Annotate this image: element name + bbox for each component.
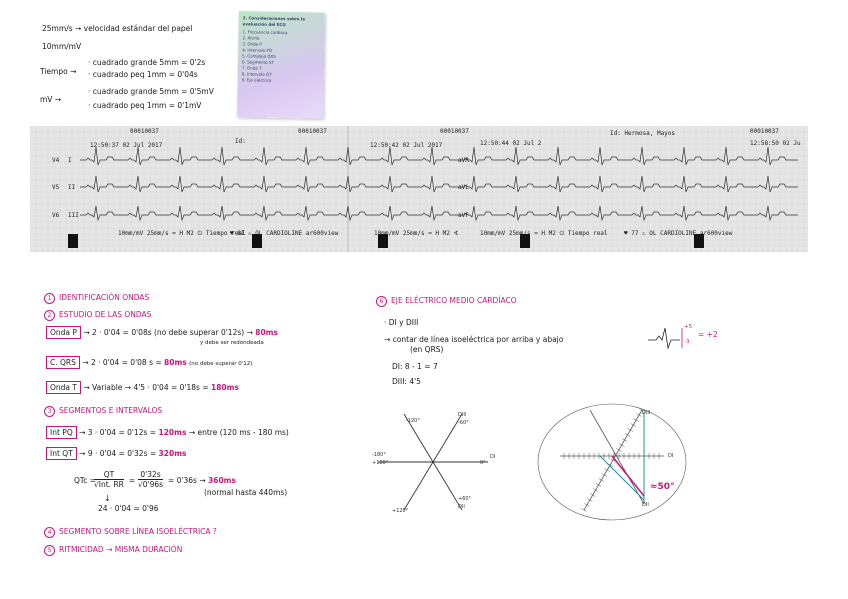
axis-contar: → contar de línea isoeléctrica por arriba y abajo xyxy=(384,335,564,344)
sticky-item: 7. Onda T xyxy=(241,65,262,71)
diii-calc: DIII: 4'5 xyxy=(392,377,421,386)
tick-mark xyxy=(599,479,604,482)
rr-arrow: ↓ xyxy=(104,494,111,503)
circle-label-dii: DII xyxy=(642,502,649,508)
circle-di-projection xyxy=(600,456,644,500)
qtc-fraction-2 xyxy=(138,470,163,489)
ecg-time-1: 12:50:37 02 Jul 2017 xyxy=(90,142,163,149)
sticky-item: 3. Onda P xyxy=(242,41,262,47)
ecg-lead-v4: V4 xyxy=(52,157,60,164)
axis-label-diii: DIII xyxy=(458,412,467,418)
tick-mark xyxy=(628,429,633,432)
int-qt-row xyxy=(46,449,186,458)
axis-label-minus60: -60° xyxy=(458,420,469,426)
note-mv-label: mV → xyxy=(40,95,62,104)
axis-label-dii: DII xyxy=(458,504,465,510)
ecg-id-4: 00010037 xyxy=(750,128,779,135)
ecg-patient-name: Id: Hermosa, Mayos xyxy=(610,130,676,137)
int-pq-result: 120ms xyxy=(158,428,187,437)
section-2-title: ESTUDIO DE LAS ONDAS xyxy=(59,310,152,319)
sticky-item: 2. Ritmo xyxy=(242,35,260,41)
ecg-lead-iii: III xyxy=(68,212,79,219)
wave-plus: +5 xyxy=(684,324,693,330)
onda-p-result: 80ms xyxy=(255,328,278,337)
ecg-time-4: 12:58:50 02 Ju xyxy=(750,140,801,147)
wave-equals: = +2 xyxy=(698,330,718,339)
int-pq-box: Int PQ xyxy=(46,426,77,439)
ecg-id-label-1: Id: xyxy=(235,138,246,145)
ecg-lead-i: I xyxy=(68,157,72,164)
section-4-number: 4 xyxy=(44,527,55,538)
tick-marks-diii xyxy=(581,409,644,512)
section-4-title: SEGMENTO SOBRE LÍNEA ISOELÉCTRICA ? xyxy=(59,527,217,536)
sticky-item: 5. Complejo QRS xyxy=(242,53,276,59)
ecg-marker-block xyxy=(68,234,78,248)
sticky-note-image xyxy=(237,11,325,118)
int-pq-range: → entre (120 ms - 180 ms) xyxy=(188,428,289,437)
circle-label-di: DI xyxy=(668,453,674,459)
onda-t-box: Onda T xyxy=(46,381,81,394)
tick-mark xyxy=(602,474,607,477)
onda-p-calc: → 2 · 0'04 = 0'08s (no debe superar 0'12s) → xyxy=(83,328,253,337)
ecg-lead-avf: aVF xyxy=(458,212,469,219)
axis-leads: · DI y DIII xyxy=(384,318,419,327)
ecg-id-2: 00010037 xyxy=(298,128,327,135)
axis-label-plus60: +60° xyxy=(458,496,472,502)
qrs-result: 80ms xyxy=(164,358,187,367)
qrs-wave-sketch xyxy=(648,326,688,350)
axis-label-plus120: +120° xyxy=(392,508,409,514)
axis-label-minus180: -180° xyxy=(372,452,386,458)
int-pq-calc: → 3 · 0'04 = 0'12s = xyxy=(79,428,157,437)
qtc-denominator-2: √0'96s xyxy=(138,480,164,489)
sticky-item: 8. Intervalo QT xyxy=(241,71,272,77)
note-paper-speed: 25mm/s → velocidad estándar del papel xyxy=(42,24,193,33)
qrs-wave-line xyxy=(648,328,680,348)
note-amplitude: 10mm/mV xyxy=(42,42,82,51)
ecg-lead-v5: V5 xyxy=(52,184,60,191)
ecg-footer-1: 10mm/mV 25mm/s ≈ H M2 ⏻ Tiempo real xyxy=(118,230,246,237)
ecg-lead-v6: V6 xyxy=(52,212,60,219)
axis-label-di: DI xyxy=(490,454,496,460)
onda-t-calc: → Variable → 4'5 · 0'04 = 0'18s = xyxy=(83,383,209,392)
note-mv-big: · cuadrado grande 5mm = 0'5mV xyxy=(88,87,214,96)
qtc-fraction-1 xyxy=(94,470,124,489)
sticky-item: 4. Intervalo PQ xyxy=(242,47,272,53)
section-2-heading xyxy=(44,310,151,321)
qtc-numerator-2: 0'32s xyxy=(138,470,163,480)
tick-mark xyxy=(619,444,624,447)
sticky-items xyxy=(238,29,325,84)
tick-mark xyxy=(625,434,630,437)
sticky-item: 6. Segmento ST xyxy=(242,59,274,65)
sticky-title: 2. Consideraciones sobre la evaluación del ECG xyxy=(242,15,306,28)
section-5-title: RITMICIDAD → MISMA DURACIÓN xyxy=(59,545,183,554)
ecg-id-1: 00010037 xyxy=(130,128,159,135)
section-6-heading xyxy=(376,296,517,307)
qrs-calc: → 2 · 0'04 = 0'08 s = xyxy=(82,358,162,367)
axis-angle-result: ≈50° xyxy=(650,482,675,492)
int-qt-result: 320ms xyxy=(158,449,187,458)
section-1-number: 1 xyxy=(44,293,55,304)
int-qt-box: Int QT xyxy=(46,447,77,460)
tick-mark xyxy=(590,494,595,497)
resultant-vector xyxy=(612,456,644,496)
ecg-lead-ii: II xyxy=(68,184,76,191)
section-3-title: SEGMENTOS E INTERVALOS xyxy=(59,406,163,415)
qrs-note: (no debe superar 0'12) xyxy=(189,361,253,367)
axis-label-minus120: -120° xyxy=(406,418,420,424)
di-calc: DI: 8 - 1 = 7 xyxy=(392,362,438,371)
section-2-number: 2 xyxy=(44,310,55,321)
section-5-number: 5 xyxy=(44,545,55,556)
onda-p-row xyxy=(46,328,278,337)
qtc-label: QTc = xyxy=(74,476,97,485)
section-4-heading xyxy=(44,527,217,538)
tick-mark xyxy=(622,439,627,442)
note-tiempo-big: · cuadrado grande 5mm = 0'2s xyxy=(88,58,206,67)
tick-mark xyxy=(631,424,636,427)
tick-mark xyxy=(634,419,639,422)
tick-mark xyxy=(596,484,601,487)
qrs-box: C. QRS xyxy=(46,356,80,369)
tick-mark xyxy=(593,489,598,492)
tick-mark xyxy=(587,499,592,502)
section-3-heading xyxy=(44,406,162,417)
section-3-number: 3 xyxy=(44,406,55,417)
sticky-item: 1. Frecuencia cardíaca xyxy=(242,29,288,36)
tick-mark xyxy=(616,449,621,452)
section-6-title: EJE ELÉCTRICO MEDIO CARDÍACO xyxy=(391,296,517,305)
qtc-normal: (normal hasta 440ms) xyxy=(204,488,288,497)
qtc-denominator: √Int. RR xyxy=(94,480,124,489)
qrs-row xyxy=(46,358,252,367)
ecg-lead-avl: aVL xyxy=(458,184,469,191)
ecg-footer-5: ♥ 77 ⚠ OL CARDIOLINE ar600view xyxy=(624,230,733,237)
qtc-value xyxy=(168,476,236,485)
section-5-heading xyxy=(44,545,182,556)
rr-calc: 24 · 0'04 = 0'96 xyxy=(98,504,159,513)
axis-circle-diagram xyxy=(532,400,692,530)
tick-mark xyxy=(605,469,610,472)
section-1-title: IDENTIFICACIÓN ONDAS xyxy=(59,293,150,302)
qtc-equals: = xyxy=(129,476,136,485)
wave-minus: -3 xyxy=(684,339,690,345)
ecg-id-3: 00010037 xyxy=(440,128,469,135)
circle-axis-dii xyxy=(590,410,644,504)
axis-contar-2: (en QRS) xyxy=(410,345,444,354)
axis-label-plus180: +180° xyxy=(372,460,389,466)
ecg-footer-3: 10mm/mV 25mm/s ≈ H M2 ∢ xyxy=(374,230,459,237)
ecg-lead-avr: aVR xyxy=(458,157,469,164)
note-tiempo-small: · cuadrado peq 1mm = 0'04s xyxy=(88,70,198,79)
tick-mark xyxy=(581,509,586,512)
onda-p-note: y debe ser redondeada xyxy=(200,340,264,346)
onda-t-result: 180ms xyxy=(211,383,239,392)
tick-mark xyxy=(584,504,589,507)
section-6-number: 6 xyxy=(376,296,387,307)
tick-mark xyxy=(637,414,642,417)
ecg-strip xyxy=(30,126,808,252)
int-qt-calc: → 9 · 0'04 = 0'32s = xyxy=(79,449,157,458)
circle-label-diii: DIII xyxy=(642,410,651,416)
note-mv-small: · cuadrado peq 1mm = 0'1mV xyxy=(88,101,202,110)
qtc-value-text: = 0'36s → xyxy=(168,476,206,485)
qtc-result: 360ms xyxy=(208,476,236,485)
int-pq-row xyxy=(46,428,289,437)
ecg-footer-4: 10mm/mV 25mm/s ≈ H M2 ⏻ Tiempo real xyxy=(480,230,608,237)
ecg-time-3: 12:50:44 02 Jul 2 xyxy=(480,140,542,147)
sticky-item: 9. Eje eléctrico xyxy=(241,77,272,83)
onda-t-row xyxy=(46,383,239,392)
section-1-heading xyxy=(44,293,149,304)
onda-p-box: Onda P xyxy=(46,326,81,339)
axis-label-zero: 0° xyxy=(480,460,486,466)
ecg-footer-2: ♥ 81 ⚠ OL CARDIOLINE ar600view xyxy=(230,230,339,237)
ecg-time-2: 12:50:42 02 Jul 2017 xyxy=(370,142,443,149)
qtc-numerator: QT xyxy=(94,470,124,480)
note-tiempo-label: Tiempo → xyxy=(40,67,77,76)
